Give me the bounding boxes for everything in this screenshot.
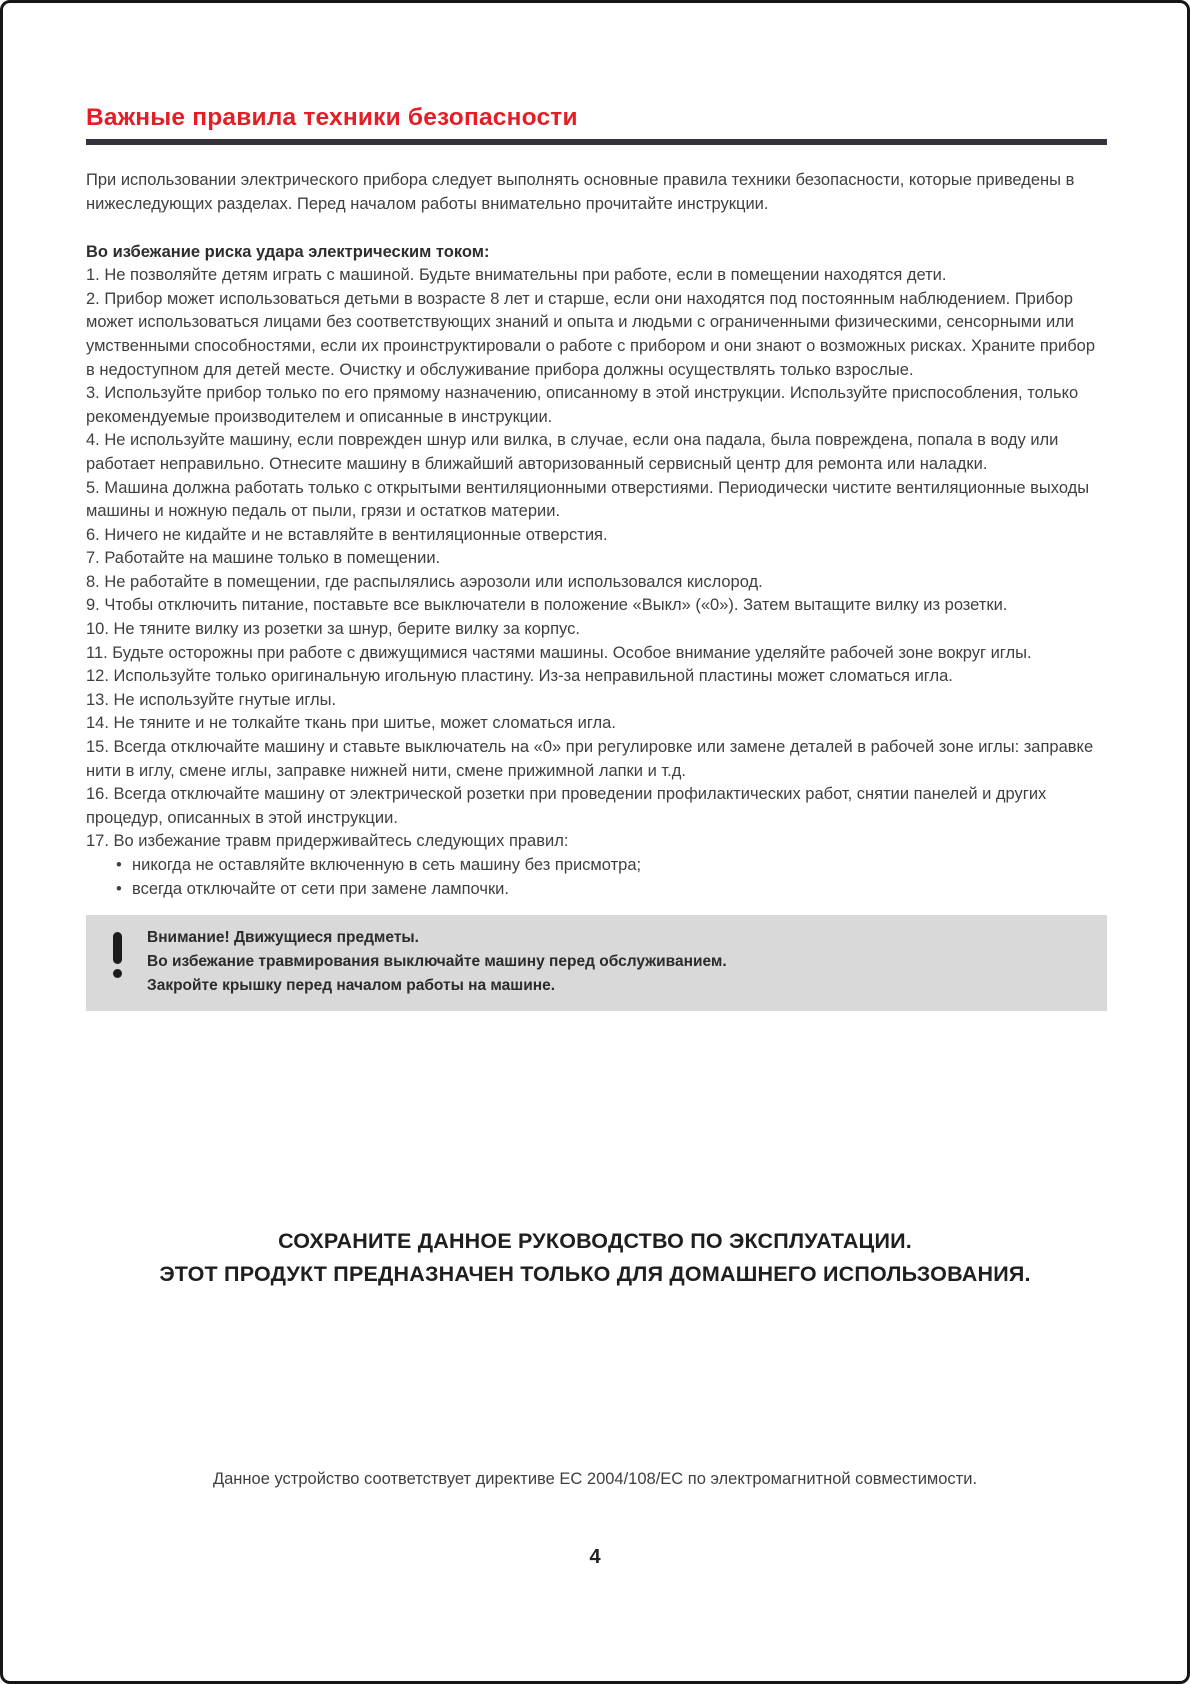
page-number: 4 [589, 1546, 601, 1568]
bullet-item-2: • всегда отключайте от сети при замене лампочки. [116, 878, 1107, 902]
save-notice [3, 1225, 1187, 1291]
warning-line-3: Закройте крышку перед началом работы на машине. [147, 977, 556, 995]
page-title: Важные правила техники безопасности [86, 104, 578, 131]
rule-item-16: 16. Всегда отключайте машину от электрической розетки при проведении профилактических работ, снятии панелей и других процедур, описанных в этой инструкции. [86, 785, 1047, 827]
intro-paragraph: При использовании электрического прибора следует выполнять основные правила техники безопасности, которые приведены в нижеследующих разделах. Перед началом работы внимательно прочитайте инструкции. [86, 171, 1075, 213]
compliance-note: Данное устройство соответствует директиве ЕС 2004/108/ЕС по электромагнитной совместимости. [212, 1470, 978, 1488]
rule-17-sublist [86, 854, 1107, 901]
rule-item-13: 13. Не используйте гнутые иглы. [86, 690, 337, 709]
warning-line-2: Во избежание травмирования выключайте машину перед обслуживанием. [147, 953, 727, 971]
page-content [3, 103, 1187, 1011]
rule-item-6: 6. Ничего не кидайте и не вставляйте в вентиляционные отверстия. [86, 525, 608, 544]
rule-item-9: 9. Чтобы отключить питание, поставьте все выключатели в положение «Выкл» («0»). Затем вытащите вилку из розетки. [86, 596, 1008, 615]
rule-item-3: 3. Используйте прибор только по его прямому назначению, описанному в этой инструкции. Используйте приспособления, только рекомендуемые производителем и описанные в инструкции. [86, 384, 1079, 426]
rule-item-2: 2. Прибор может использоваться детьми в возрасте 8 лет и старше, если они находятся под постоянным наблюдением. Прибор может использоваться лицами без соответствующих знаний и опыта и людьми с ограниченными физическими, сенсорными или умственными способностями, если их проинструктировали о работе с прибором и они знают о возможных рисках. Храните прибор в недоступном для детей месте. Очистку и обслуживание прибора должны осуществлять только взрослые. [86, 289, 1095, 379]
rule-item-10: 10. Не тяните вилку из розетки за шнур, берите вилку за корпус. [86, 620, 580, 639]
rule-item-5: 5. Машина должна работать только с открытыми вентиляционными отверстиями. Периодически чистите вентиляционные выходы машины и ножную педаль от пыли, грязи и остатков материи. [86, 478, 1090, 521]
rule-item-12: 12. Используйте только оригинальную игольную пластину. Из-за неправильной пластины может сломаться игла. [86, 667, 953, 686]
rule-item-11: 11. Будьте осторожны при работе с движущимися частями машины. Особое внимание уделяйте рабочей зоне вокруг иглы. [86, 643, 1032, 662]
notice-line-1: СОХРАНИТЕ ДАННОЕ РУКОВОДСТВО ПО ЭКСПЛУАТАЦИИ. [278, 1229, 912, 1253]
rule-item-1: 1. Не позволяйте детям играть с машиной. Будьте внимательны при работе, если в помещении находятся дети. [86, 266, 947, 285]
warning-box [86, 915, 1107, 1011]
warning-line-1: Внимание! Движущиеся предметы. [147, 929, 419, 947]
rule-item-15: 15. Всегда отключайте машину и ставьте выключатель на «0» при регулировке или замене деталей в рабочей зоне иглы: заправке нити в иглу, смене иглы, заправке нижней нити, смене прижимной лапки и т.д. [86, 738, 1094, 780]
title-underline [86, 139, 1107, 145]
bullet-item-1: • никогда не оставляйте включенную в сеть машину без присмотра; [116, 854, 1107, 878]
notice-line-2: ЭТОТ ПРОДУКТ ПРЕДНАЗНАЧЕН ТОЛЬКО ДЛЯ ДОМАШНЕГО ИСПОЛЬЗОВАНИЯ. [159, 1262, 1031, 1286]
warning-text [147, 926, 727, 998]
rule-item-17: 17. Во избежание травм придерживайтесь следующих правил: [86, 832, 569, 851]
rule-item-7: 7. Работайте на машине только в помещении. [86, 549, 441, 568]
safety-rules-list [86, 264, 1107, 901]
section-heading: Во избежание риска удара электрическим током: [86, 242, 490, 261]
rule-item-8: 8. Не работайте в помещении, где распылялись аэрозоли или использовался кислород. [86, 572, 763, 591]
rule-item-14: 14. Не тяните и не толкайте ткань при шитье, может сломаться игла. [86, 714, 616, 733]
rule-item-4: 4. Не используйте машину, если поврежден шнур или вилка, в случае, если она падала, была повреждена, попала в воду или работает неправильно. Отнесите машину в ближайший авторизованный сервисный центр для ремонта или наладки. [86, 431, 1059, 473]
exclamation-icon [104, 926, 130, 978]
